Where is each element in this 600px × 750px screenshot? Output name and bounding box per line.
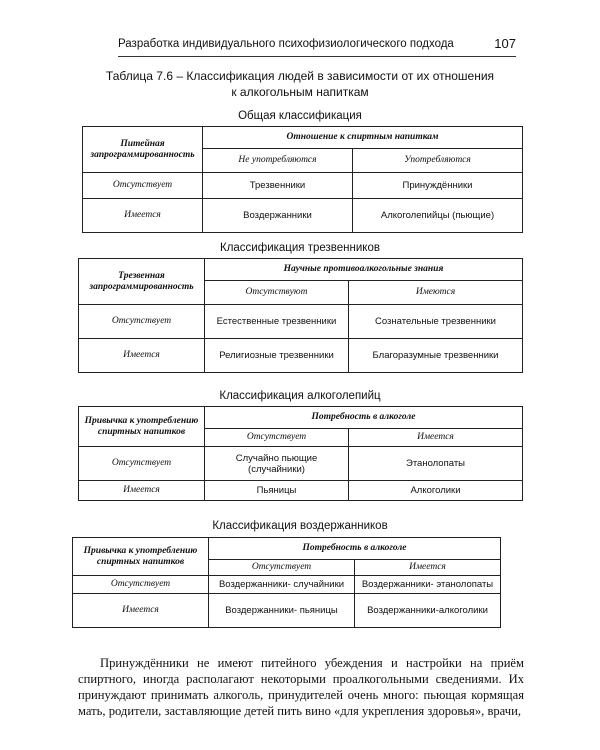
column-header-cell: Не употребляются (203, 149, 353, 173)
body-paragraph: Принуждённики не имеют питейного убеждения и настройки на приём спиртного, иногда располагают некоторыми проалкогольными сведениями. Их принуждают принимать алкоголь, принудителей очень много: пьющая кормящая мать, родители, заставляющие детей пить вино «для укрепления здоровья», врачи, (78, 656, 524, 718)
table-cell: Воздержанники- этанолопаты (355, 576, 501, 594)
row-label-cell: Отсутствует (79, 305, 205, 339)
page-number: 107 (494, 36, 516, 51)
running-title: Разработка индивидуального психофизиологического подхода (118, 38, 454, 50)
row-label-cell: Имеется (79, 339, 205, 373)
table-cell: Естественные трезвенники (205, 305, 349, 339)
row-label-cell: Отсутствует (73, 576, 209, 594)
column-header-cell: Имеется (349, 429, 523, 447)
group-header-cell: Потребность в алкоголе (209, 538, 501, 560)
row-header-cell: Трезвенная запрограммированность (79, 259, 205, 305)
abstainers-classification-table (78, 258, 523, 373)
general-classification-table (82, 126, 523, 233)
table-cell: Пьяницы (205, 481, 349, 501)
table-cell: Алкоголики (349, 481, 523, 501)
table-cell: Воздержанники (203, 199, 353, 233)
group-header-cell: Отношение к спиртным напиткам (203, 127, 523, 149)
row-label-cell: Имеется (83, 199, 203, 233)
row-header-cell: Привычка к употреблению спиртных напитков (79, 407, 205, 447)
table-4-title: Классификация воздержанников (212, 520, 388, 532)
column-header-cell: Отсутствуют (205, 281, 349, 305)
column-header-cell: Имеются (349, 281, 523, 305)
row-header-cell: Питейная запрограммированность (83, 127, 203, 173)
table-caption-line-1: Таблица 7.6 – Классификация людей в зависимости от их отношения (105, 69, 495, 83)
table-cell: Благоразумные трезвенники (349, 339, 523, 373)
group-header-cell: Потребность в алкоголе (205, 407, 523, 429)
table-cell: Случайно пьющие (случайники) (205, 447, 349, 481)
table-cell: Воздержанники- случайники (209, 576, 355, 594)
restrainers-classification-table (72, 537, 501, 628)
column-header-cell: Употребляются (353, 149, 523, 173)
drinkers-classification-table (78, 406, 523, 501)
row-label-cell: Отсутствует (83, 173, 203, 199)
running-header (118, 38, 516, 57)
table-1-title: Общая классификация (238, 110, 362, 122)
column-header-cell: Имеется (355, 560, 501, 576)
table-cell: Сознательные трезвенники (349, 305, 523, 339)
table-cell: Трезвенники (203, 173, 353, 199)
row-label-cell: Имеется (73, 594, 209, 628)
table-cell: Воздержанники- пьяницы (209, 594, 355, 628)
column-header-cell: Отсутствует (205, 429, 349, 447)
row-header-cell: Привычка к употреблению спиртных напитков (73, 538, 209, 576)
table-cell: Воздержанники-алкоголики (355, 594, 501, 628)
table-2-title: Классификация трезвенников (220, 242, 380, 254)
body-text (78, 655, 524, 719)
table-3-title: Классификация алкоголепийц (219, 390, 381, 402)
row-label-cell: Имеется (79, 481, 205, 501)
table-cell: Алкоголепийцы (пьющие) (353, 199, 523, 233)
column-header-cell: Отсутствует (209, 560, 355, 576)
table-cell: Принуждённики (353, 173, 523, 199)
table-cell: Религиозные трезвенники (205, 339, 349, 373)
table-caption-line-2: к алкогольным напиткам (231, 85, 369, 99)
table-cell: Этанолопаты (349, 447, 523, 481)
group-header-cell: Научные противоалкогольные знания (205, 259, 523, 281)
row-label-cell: Отсутствует (79, 447, 205, 481)
